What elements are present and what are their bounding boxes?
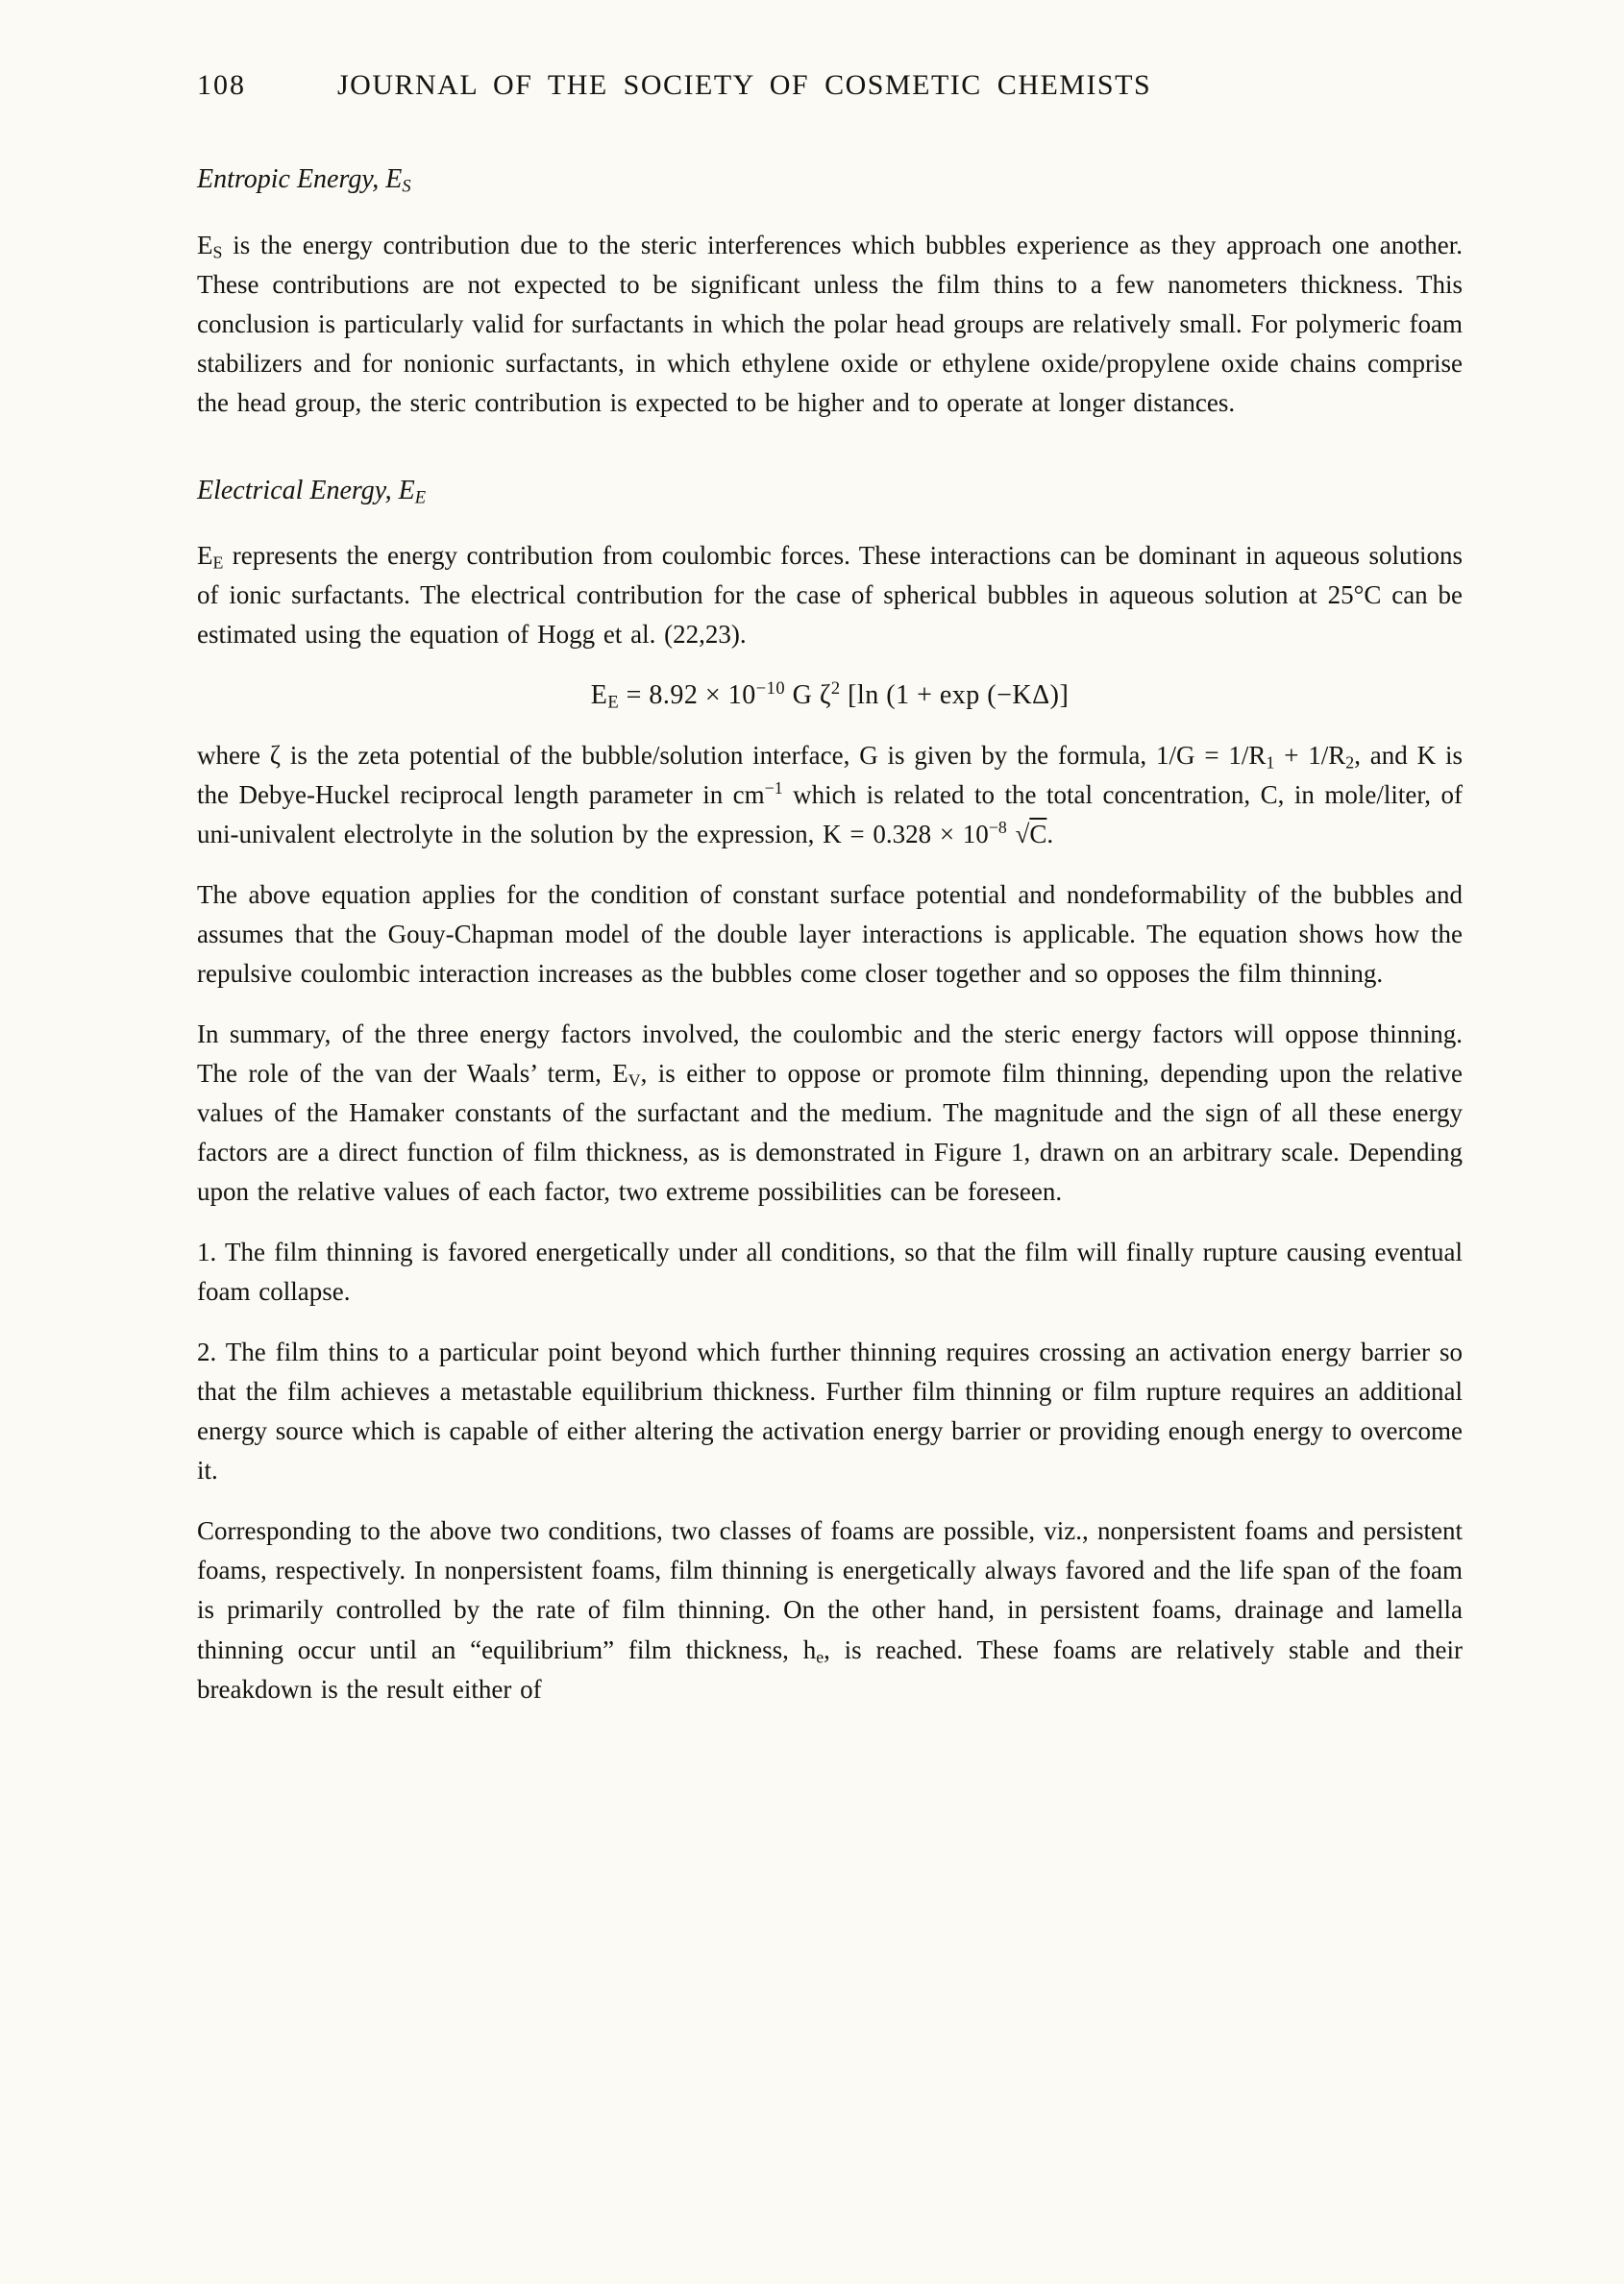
text-segment: E: [414, 487, 427, 507]
page-number: 108: [197, 69, 246, 101]
text-segment: Electrical Energy, E: [197, 475, 415, 505]
text-segment: E: [197, 230, 213, 259]
text-segment: 1: [1266, 752, 1275, 773]
section-heading-electrical-energy: [197, 471, 1463, 512]
text-segment: S: [402, 176, 411, 196]
text-segment: 2. The film thins to a particular point beyond which further thinning requires crossing an activation energy barrier so that the film achieves a metastable equilibrium thickness. Further film thinning or film rupture requires an additional energy source which is capable of either altering the activation energy barrier or providing enough energy to overcome it.: [197, 1338, 1463, 1486]
paragraph-equation-terms: [197, 736, 1463, 854]
section-heading-entropic-energy: [197, 160, 1463, 201]
text-segment: E: [212, 553, 224, 573]
text-segment: √: [1006, 819, 1030, 848]
text-segment: 1. The film thinning is favored energetically under all conditions, so that the film will finally rupture causing eventual foam collapse.: [197, 1238, 1463, 1307]
text-segment: which is related to the total concentration, C, in mole/liter, of uni-univalent electrolyte in the solution by the expression, K = 0.328 × 10: [197, 779, 1463, 848]
text-segment: −8: [988, 818, 1007, 838]
text-segment: −10: [755, 678, 786, 699]
text-segment: .: [1046, 819, 1054, 848]
page-body: [197, 160, 1463, 1709]
text-segment: + 1/R: [1274, 740, 1346, 770]
text-segment: e: [816, 1646, 824, 1666]
paragraph-equation-conditions: [197, 875, 1463, 994]
text-segment: The above equation applies for the condition of constant surface potential and nondeformability of the bubbles and assumes that the Gouy-Chapman model of the double layer interactions is applicable. The equation shows how the repulsive coulombic interaction increases as the bubbles come closer together and so opposes the film thinning.: [197, 879, 1463, 989]
text-segment: S: [212, 242, 223, 261]
paragraph-possibility-2: [197, 1333, 1463, 1490]
text-segment: Entropic Energy, E: [197, 164, 403, 194]
paragraph-foam-classes: [197, 1511, 1463, 1708]
text-segment: E: [197, 541, 213, 571]
text-segment: , and K is the Debye-Huckel reciprocal length parameter in cm: [197, 740, 1463, 809]
text-segment: E: [607, 692, 620, 712]
text-segment: represents the energy contribution from coulombic forces. These interactions can be dominant in aqueous solutions of ionic surfactants. The electrical contribution for the case of spherical bubbles in aqueous solution at 25°C can be estimated using the equation of Hogg et al. (22,23).: [197, 541, 1463, 650]
text-segment: 2: [830, 678, 841, 699]
text-segment: C: [1029, 819, 1047, 848]
text-segment: , is reached. These foams are relatively stable and their breakdown is the result either of: [197, 1634, 1464, 1704]
paragraph-entropic-energy: [197, 226, 1463, 423]
text-segment: , is either to oppose or promote film thinning, depending upon the relative values of the Hamaker constants of the surfactant and the medium. The magnitude and the sign of all these energy factors are a direct function of film thickness, as is demonstrated in Figure 1, drawn on an arbitrary scale. Depending upon the relative values of each factor, two extreme possibilities can be foreseen.: [197, 1059, 1463, 1207]
journal-title: JOURNAL OF THE SOCIETY OF COSMETIC CHEMISTS: [337, 69, 1152, 101]
text-segment: G ζ: [785, 680, 831, 711]
page-header: [197, 69, 1463, 102]
text-segment: is the energy contribution due to the steric interferences which bubbles experience as they approach one another. These contributions are not expected to be significant unless the film thins to a few nanometers thickness. This conclusion is particularly valid for surfactants in which the polar head groups are relatively small. For polymeric foam stabilizers and for nonionic surfactants, in which ethylene oxide or ethylene oxide/propylene oxide chains comprise the head group, the steric contribution is expected to be higher and to operate at longer distances.: [197, 230, 1463, 417]
text-segment: Corresponding to the above two conditions, two classes of foams are possible, viz., nonpersistent foams and persistent foams, respectively. In nonpersistent foams, film thinning is energetically always favored and the life span of the foam is primarily controlled by the rate of film thinning. On the other hand, in persistent foams, drainage and lamella thinning occur until an “equilibrium” film thickness, h: [197, 1516, 1463, 1664]
paragraph-possibility-1: [197, 1233, 1463, 1312]
text-segment: V: [627, 1070, 641, 1091]
equation-electrical-energy: [197, 675, 1463, 717]
text-segment: −1: [764, 778, 783, 798]
paragraph-summary-energy-factors: [197, 1015, 1463, 1212]
paragraph-electrical-energy-intro: [197, 536, 1463, 654]
text-segment: = 8.92 × 10: [619, 680, 756, 711]
text-segment: E: [590, 680, 608, 711]
text-segment: where ζ is the zeta potential of the bubble/solution interface, G is given by the formula, 1/G = 1/R: [197, 740, 1267, 770]
text-segment: [ln (1 + exp (−KΔ)]: [840, 680, 1070, 711]
text-segment: In summary, of the three energy factors involved, the coulombic and the steric energy factors will oppose thinning. The role of the van der Waals’ term, E: [197, 1019, 1463, 1089]
text-segment: 2: [1345, 752, 1355, 773]
